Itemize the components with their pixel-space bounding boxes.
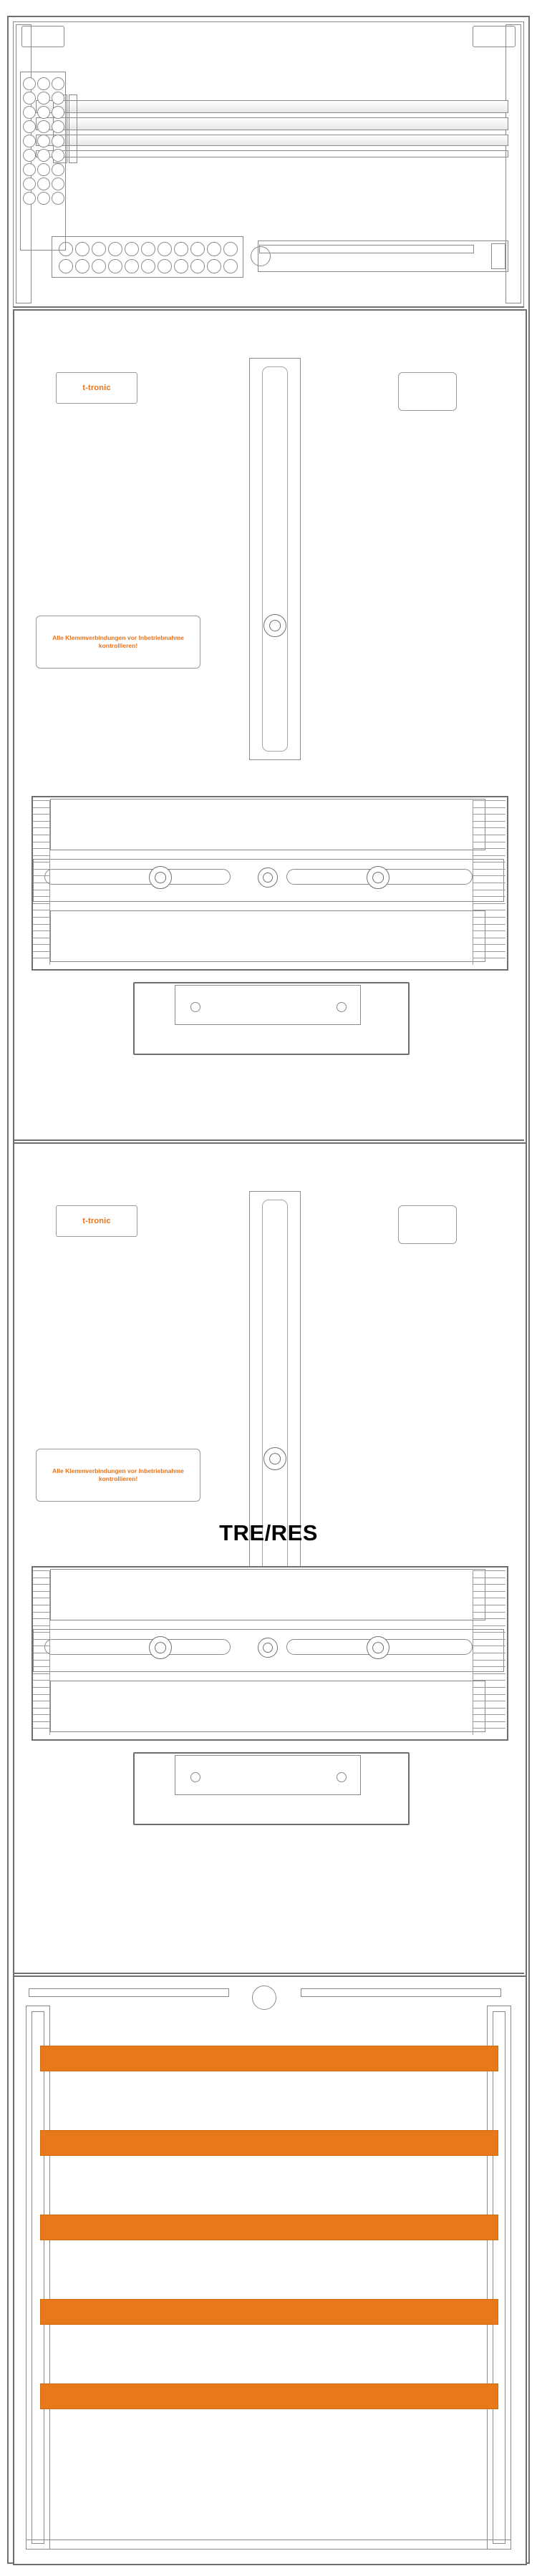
terminal-hole [158, 259, 172, 273]
busbar-1 [40, 2046, 498, 2071]
center-screw-lower [263, 1447, 286, 1470]
comb-tooth [33, 944, 50, 945]
warning-label-lower [36, 1449, 200, 1502]
comb-tooth [473, 1708, 505, 1709]
comb-tooth [33, 1591, 50, 1592]
comb-tooth [473, 855, 505, 856]
comb-spine [49, 1570, 50, 1735]
comb-tooth [473, 800, 505, 801]
busbar-3 [40, 2215, 498, 2240]
busbar-screw-center-lower [258, 1638, 278, 1658]
comb-tooth [33, 800, 50, 801]
warning-label-upper [36, 616, 200, 669]
comb-tooth [33, 814, 50, 815]
center-slot-inner-upper [262, 366, 288, 752]
comb-tooth [473, 1680, 505, 1681]
busbar-5 [40, 2383, 498, 2409]
brand-label-upper [56, 372, 137, 404]
comb-tooth [473, 814, 505, 815]
comb-tooth [33, 1618, 50, 1619]
top-edge-rail-left [29, 1988, 229, 1997]
comb-tooth [33, 1625, 50, 1626]
comb-tooth [473, 1625, 505, 1626]
terminal-hole [141, 242, 155, 256]
meter-bracket-window-lower [175, 1755, 361, 1795]
comb-tooth [33, 855, 50, 856]
comb-tooth [473, 903, 505, 904]
busbar-screw-left-lower [149, 1636, 172, 1659]
busbar-slot-left-lower [44, 1639, 231, 1655]
terminal-hole [75, 242, 90, 256]
section-divider-middle [13, 1139, 524, 1141]
comb-tooth [33, 1612, 50, 1613]
comb-tooth [33, 1584, 50, 1585]
top-edge-rail-right [301, 1988, 501, 1997]
comb-tooth [33, 875, 50, 876]
comb-teeth-right-lower [473, 1570, 505, 1735]
meter-bracket-hole-right-upper [337, 1002, 347, 1012]
terminal-hole [190, 259, 205, 273]
busbar-screw-right-lower [367, 1636, 390, 1659]
busbar-rail-right-inner [493, 2011, 505, 2544]
comb-tooth [33, 930, 50, 931]
comb-tooth [473, 924, 505, 925]
comb-tooth [473, 1632, 505, 1633]
comb-tooth [473, 1694, 505, 1695]
comb-tooth [33, 821, 50, 822]
comb-tooth [473, 827, 505, 828]
comb-tooth [33, 1570, 50, 1571]
brand-label-lower-text: t-tronic [82, 1217, 111, 1225]
brand-label-upper-text: t-tronic [82, 384, 111, 392]
comb-spine [49, 800, 50, 965]
comb-teeth-left-upper [33, 800, 50, 965]
lower-cover-endcap [491, 243, 505, 269]
comb-tooth [473, 1687, 505, 1688]
comb-tooth [33, 1708, 50, 1709]
meter-bracket-window-upper [175, 985, 361, 1025]
bottom-edge-rail [26, 2539, 511, 2550]
meter-bracket-hole-right-lower [337, 1772, 347, 1782]
comb-tooth [33, 1728, 50, 1729]
comb-tooth [473, 848, 505, 849]
busbar-slot-left-upper [44, 869, 231, 885]
busbar-rail-left-inner [32, 2011, 44, 2544]
comb-tooth [473, 807, 505, 808]
comb-tooth [33, 924, 50, 925]
comb-tooth [473, 1714, 505, 1715]
comb-tooth [33, 827, 50, 828]
terminal-hole [141, 259, 155, 273]
terminal-hole [125, 259, 139, 273]
terminal-hole [207, 259, 221, 273]
busbar-screw-left-upper [149, 866, 172, 889]
terminal-hole [174, 259, 188, 273]
comb-tooth [33, 848, 50, 849]
comb-tooth [473, 1728, 505, 1729]
comb-tooth [473, 1570, 505, 1571]
terminal-hole [59, 259, 73, 273]
terminal-hole [207, 242, 221, 256]
section-divider-bottom [13, 1973, 524, 1974]
comb-tooth [33, 869, 50, 870]
tre-res-label: TRE/RES [219, 1520, 318, 1545]
comb-tooth [33, 1632, 50, 1633]
comb-tooth [473, 821, 505, 822]
latch-knob [252, 1986, 276, 2010]
comb-tooth [473, 1618, 505, 1619]
terminal-hole [108, 259, 122, 273]
busbar-screw-right-upper [367, 866, 390, 889]
warning-label-lower-text: Alle Klemmverbindungen vor Inbetriebnahme kontrollieren! [52, 1467, 184, 1482]
blank-tag-lower [398, 1205, 457, 1244]
comb-tooth [473, 944, 505, 945]
comb-tooth [33, 917, 50, 918]
comb-tooth [33, 1673, 50, 1674]
comb-tooth [33, 1666, 50, 1667]
comb-tooth [473, 917, 505, 918]
terminal-hole [92, 242, 106, 256]
comb-tooth [473, 1673, 505, 1674]
busbar-4 [40, 2299, 498, 2325]
terminal-hole [75, 259, 90, 273]
comb-tooth [33, 1694, 50, 1695]
comb-tooth [473, 896, 505, 897]
comb-tooth [473, 869, 505, 870]
comb-tooth [33, 951, 50, 952]
lower-cover-slot [259, 245, 474, 253]
comb-tooth [473, 1660, 505, 1661]
comb-tooth [33, 1721, 50, 1722]
busbar-upper-row-3 [50, 910, 485, 962]
warning-label-upper-text: Alle Klemmverbindungen vor Inbetriebnahme kontrollieren! [52, 634, 184, 649]
busbar-upper-row-1 [50, 799, 485, 850]
comb-tooth [473, 1612, 505, 1613]
terminal-hole [174, 242, 188, 256]
section-divider-top [13, 306, 524, 308]
comb-teeth-left-lower [33, 1570, 50, 1735]
comb-tooth [33, 1680, 50, 1681]
terminal-hole [158, 242, 172, 256]
terminal-hole [108, 242, 122, 256]
comb-tooth [33, 903, 50, 904]
meter-bracket-hole-left-upper [190, 1002, 200, 1012]
busbar-2 [40, 2130, 498, 2156]
comb-tooth [33, 1687, 50, 1688]
terminal-hole [190, 242, 205, 256]
busbar-screw-center-upper [258, 867, 278, 888]
busbar-lower-row-1 [50, 1569, 485, 1620]
brand-label-lower [56, 1205, 137, 1237]
comb-tooth [33, 807, 50, 808]
comb-tooth [473, 1639, 505, 1640]
comb-tooth [473, 930, 505, 931]
terminal-hole [125, 242, 139, 256]
comb-tooth [473, 951, 505, 952]
comb-tooth [33, 1639, 50, 1640]
terminal-block-left-frame [20, 72, 66, 251]
center-screw-upper [263, 614, 286, 637]
terminal-hole [92, 259, 106, 273]
comb-tooth [473, 1666, 505, 1667]
comb-tooth [473, 1591, 505, 1592]
comb-tooth [473, 1721, 505, 1722]
comb-tooth [473, 1584, 505, 1585]
comb-tooth [33, 896, 50, 897]
comb-tooth [33, 1660, 50, 1661]
meter-bracket-hole-left-lower [190, 1772, 200, 1782]
comb-tooth [33, 1714, 50, 1715]
blank-tag-upper [398, 372, 457, 411]
comb-teeth-right-upper [473, 800, 505, 965]
busbar-lower-row-3 [50, 1681, 485, 1732]
terminal-hole [223, 259, 238, 273]
terminal-hole [223, 242, 238, 256]
comb-tooth [473, 875, 505, 876]
